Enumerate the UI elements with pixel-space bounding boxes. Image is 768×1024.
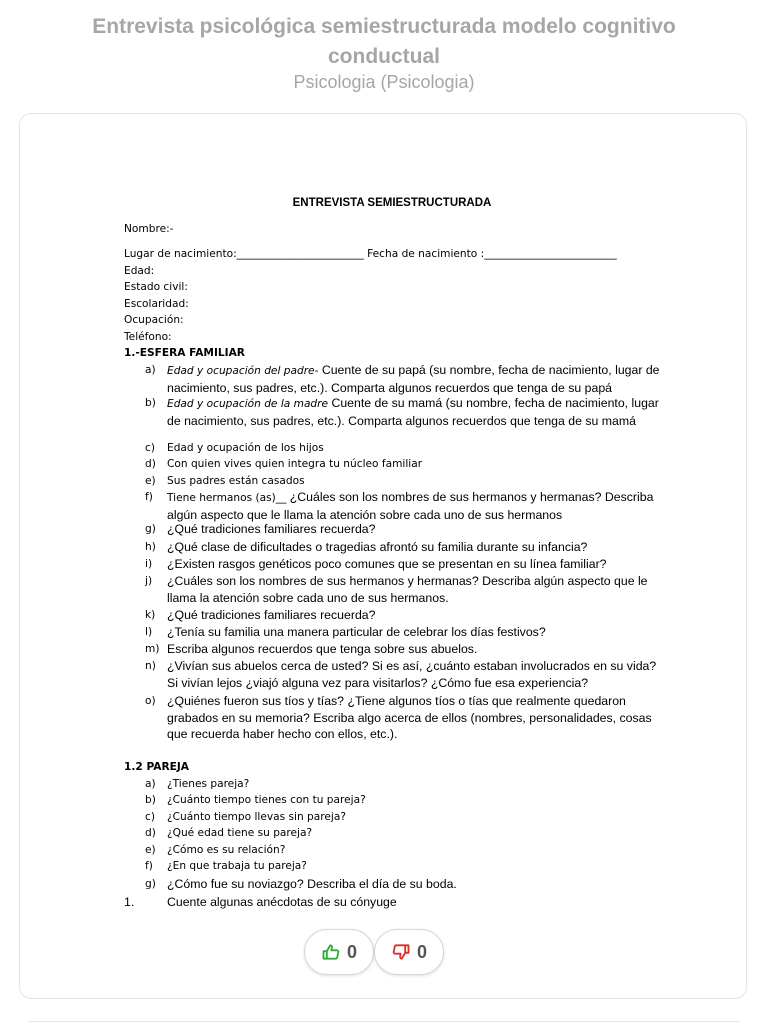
item-label: j) (145, 575, 153, 587)
item-lead: Edad y ocupación del padre- (167, 365, 319, 377)
item-text: ¿Cómo fue su noviazgo? Describa el día de su boda. (167, 877, 457, 891)
item-text: ¿Quiénes fueron sus tíos y tías? ¿Tiene algunos tíos o tías que realmente quedaron grabados en su memoria? Escriba algo acerca de ellos (nombres, personalidades, cosas que recuerda haber hecho con ellos, etc.). (167, 694, 652, 741)
item-text: ¿Cuáles son los nombres de sus hermanos y hermanas? Describa algún aspecto que le llama la atención sobre cada uno de sus hermanos (167, 490, 654, 522)
numbered-item-number: 1. (124, 895, 135, 909)
item-text: ¿Cuánto tiempo tienes con tu pareja? (167, 794, 366, 806)
field-telefono: Teléfono: (124, 331, 172, 343)
item-label: i) (145, 558, 153, 570)
field-edad: Edad: (124, 265, 155, 277)
item-label: b) (145, 794, 156, 806)
item-label: m) (145, 643, 160, 655)
field-ocupacion: Ocupación: (124, 314, 184, 326)
item-label: c) (145, 811, 155, 823)
item-label: d) (145, 827, 156, 839)
item-label: a) (145, 364, 156, 376)
upvote-count: 0 (346, 941, 357, 962)
item-text: ¿Vivían sus abuelos cerca de usted? Si es así, ¿cuánto estaban involucrados en su vida? Si vivían lejos ¿viajó alguna vez para visitarlos? ¿Cómo fue esa experiencia? (167, 659, 657, 690)
section-title-pareja: 1.2 PAREJA (124, 761, 189, 773)
item-label: f) (145, 491, 153, 503)
section-title-familiar: 1.-ESFERA FAMILIAR (124, 347, 245, 359)
item-text: ¿En que trabaja tu pareja? (167, 860, 307, 872)
item-label: d) (145, 458, 156, 470)
item-label: g) (145, 878, 156, 890)
item-label: c) (145, 442, 155, 454)
item-label: n) (145, 660, 156, 672)
field-escolaridad: Escolaridad: (124, 298, 189, 310)
item-text: ¿Cuánto tiempo llevas sin pareja? (167, 811, 346, 823)
item-label: l) (145, 626, 153, 638)
item-text: ¿Cómo es su relación? (167, 844, 286, 856)
item-text: ¿Qué tradiciones familiares recuerda? (167, 608, 376, 622)
numbered-item-text: Cuente algunas anécdotas de su cónyuge (167, 895, 397, 909)
item-lead: Edad y ocupación de la madre (167, 398, 329, 410)
upvote-button[interactable] (304, 929, 374, 975)
thumbs-up-icon (321, 942, 341, 962)
item-text: Cuente de su mamá (su nombre, fecha de nacimiento, lugar de nacimiento, sus padres, etc.). Comparta algunos recuerdos que tenga de su mamá (167, 396, 659, 428)
item-text: Edad y ocupación de los hijos (167, 442, 324, 454)
item-label: e) (145, 844, 156, 856)
item-label: g) (145, 523, 156, 535)
item-text: ¿Qué clase de dificultades o tragedias afrontó su familia durante su infancia? (167, 540, 588, 554)
item-text: ¿Tenía su familia una manera particular de celebrar los días festivos? (167, 625, 546, 639)
field-estado-civil: Estado civil: (124, 281, 188, 293)
item-text: Sus padres están casados (167, 475, 305, 487)
item-label: e) (145, 475, 156, 487)
item-text: ¿Cuáles son los nombres de sus hermanos y hermanas? Describa algún aspecto que le llama la atención sobre cada uno de sus hermanos. (167, 574, 648, 605)
document-title: Entrevista psicológica semiestructurada modelo cognitivo conductual (92, 15, 676, 68)
footer-divider (28, 1021, 740, 1022)
item-label: f) (145, 860, 153, 872)
item-text: ¿Qué edad tiene su pareja? (167, 827, 313, 839)
item-label: a) (145, 778, 156, 790)
item-text: ¿Qué tradiciones familiares recuerda? (167, 522, 376, 536)
item-text: Cuente de su papá (su nombre, fecha de nacimiento, lugar de nacimiento, sus padres, etc.). Comparta algunos recuerdos que tenga de su papá (167, 363, 660, 395)
item-text: ¿Existen rasgos genéticos poco comunes que se presentan en su línea familiar? (167, 557, 607, 571)
document-heading: ENTREVISTA SEMIESTRUCTURADA (292, 197, 492, 209)
item-label: b) (145, 397, 156, 409)
item-text: ¿Tienes pareja? (167, 778, 250, 790)
field-lugar-fecha: Lugar de nacimiento:________________________ Fecha de nacimiento :_________________________ (124, 248, 617, 260)
downvote-button[interactable] (374, 929, 444, 975)
item-label: k) (145, 609, 156, 621)
document-category: Psicologia (Psicologia) (293, 72, 475, 92)
downvote-count: 0 (416, 941, 427, 962)
item-text: Con quien vives quien integra tu núcleo familiar (167, 458, 423, 470)
item-label: o) (145, 695, 156, 707)
field-nombre: Nombre:- (124, 223, 174, 235)
item-text: Escriba algunos recuerdos que tenga sobre sus abuelos. (167, 642, 478, 656)
item-lead: Tiene hermanos (as)__ (167, 492, 287, 504)
item-label: h) (145, 541, 156, 553)
thumbs-down-icon (391, 942, 411, 962)
